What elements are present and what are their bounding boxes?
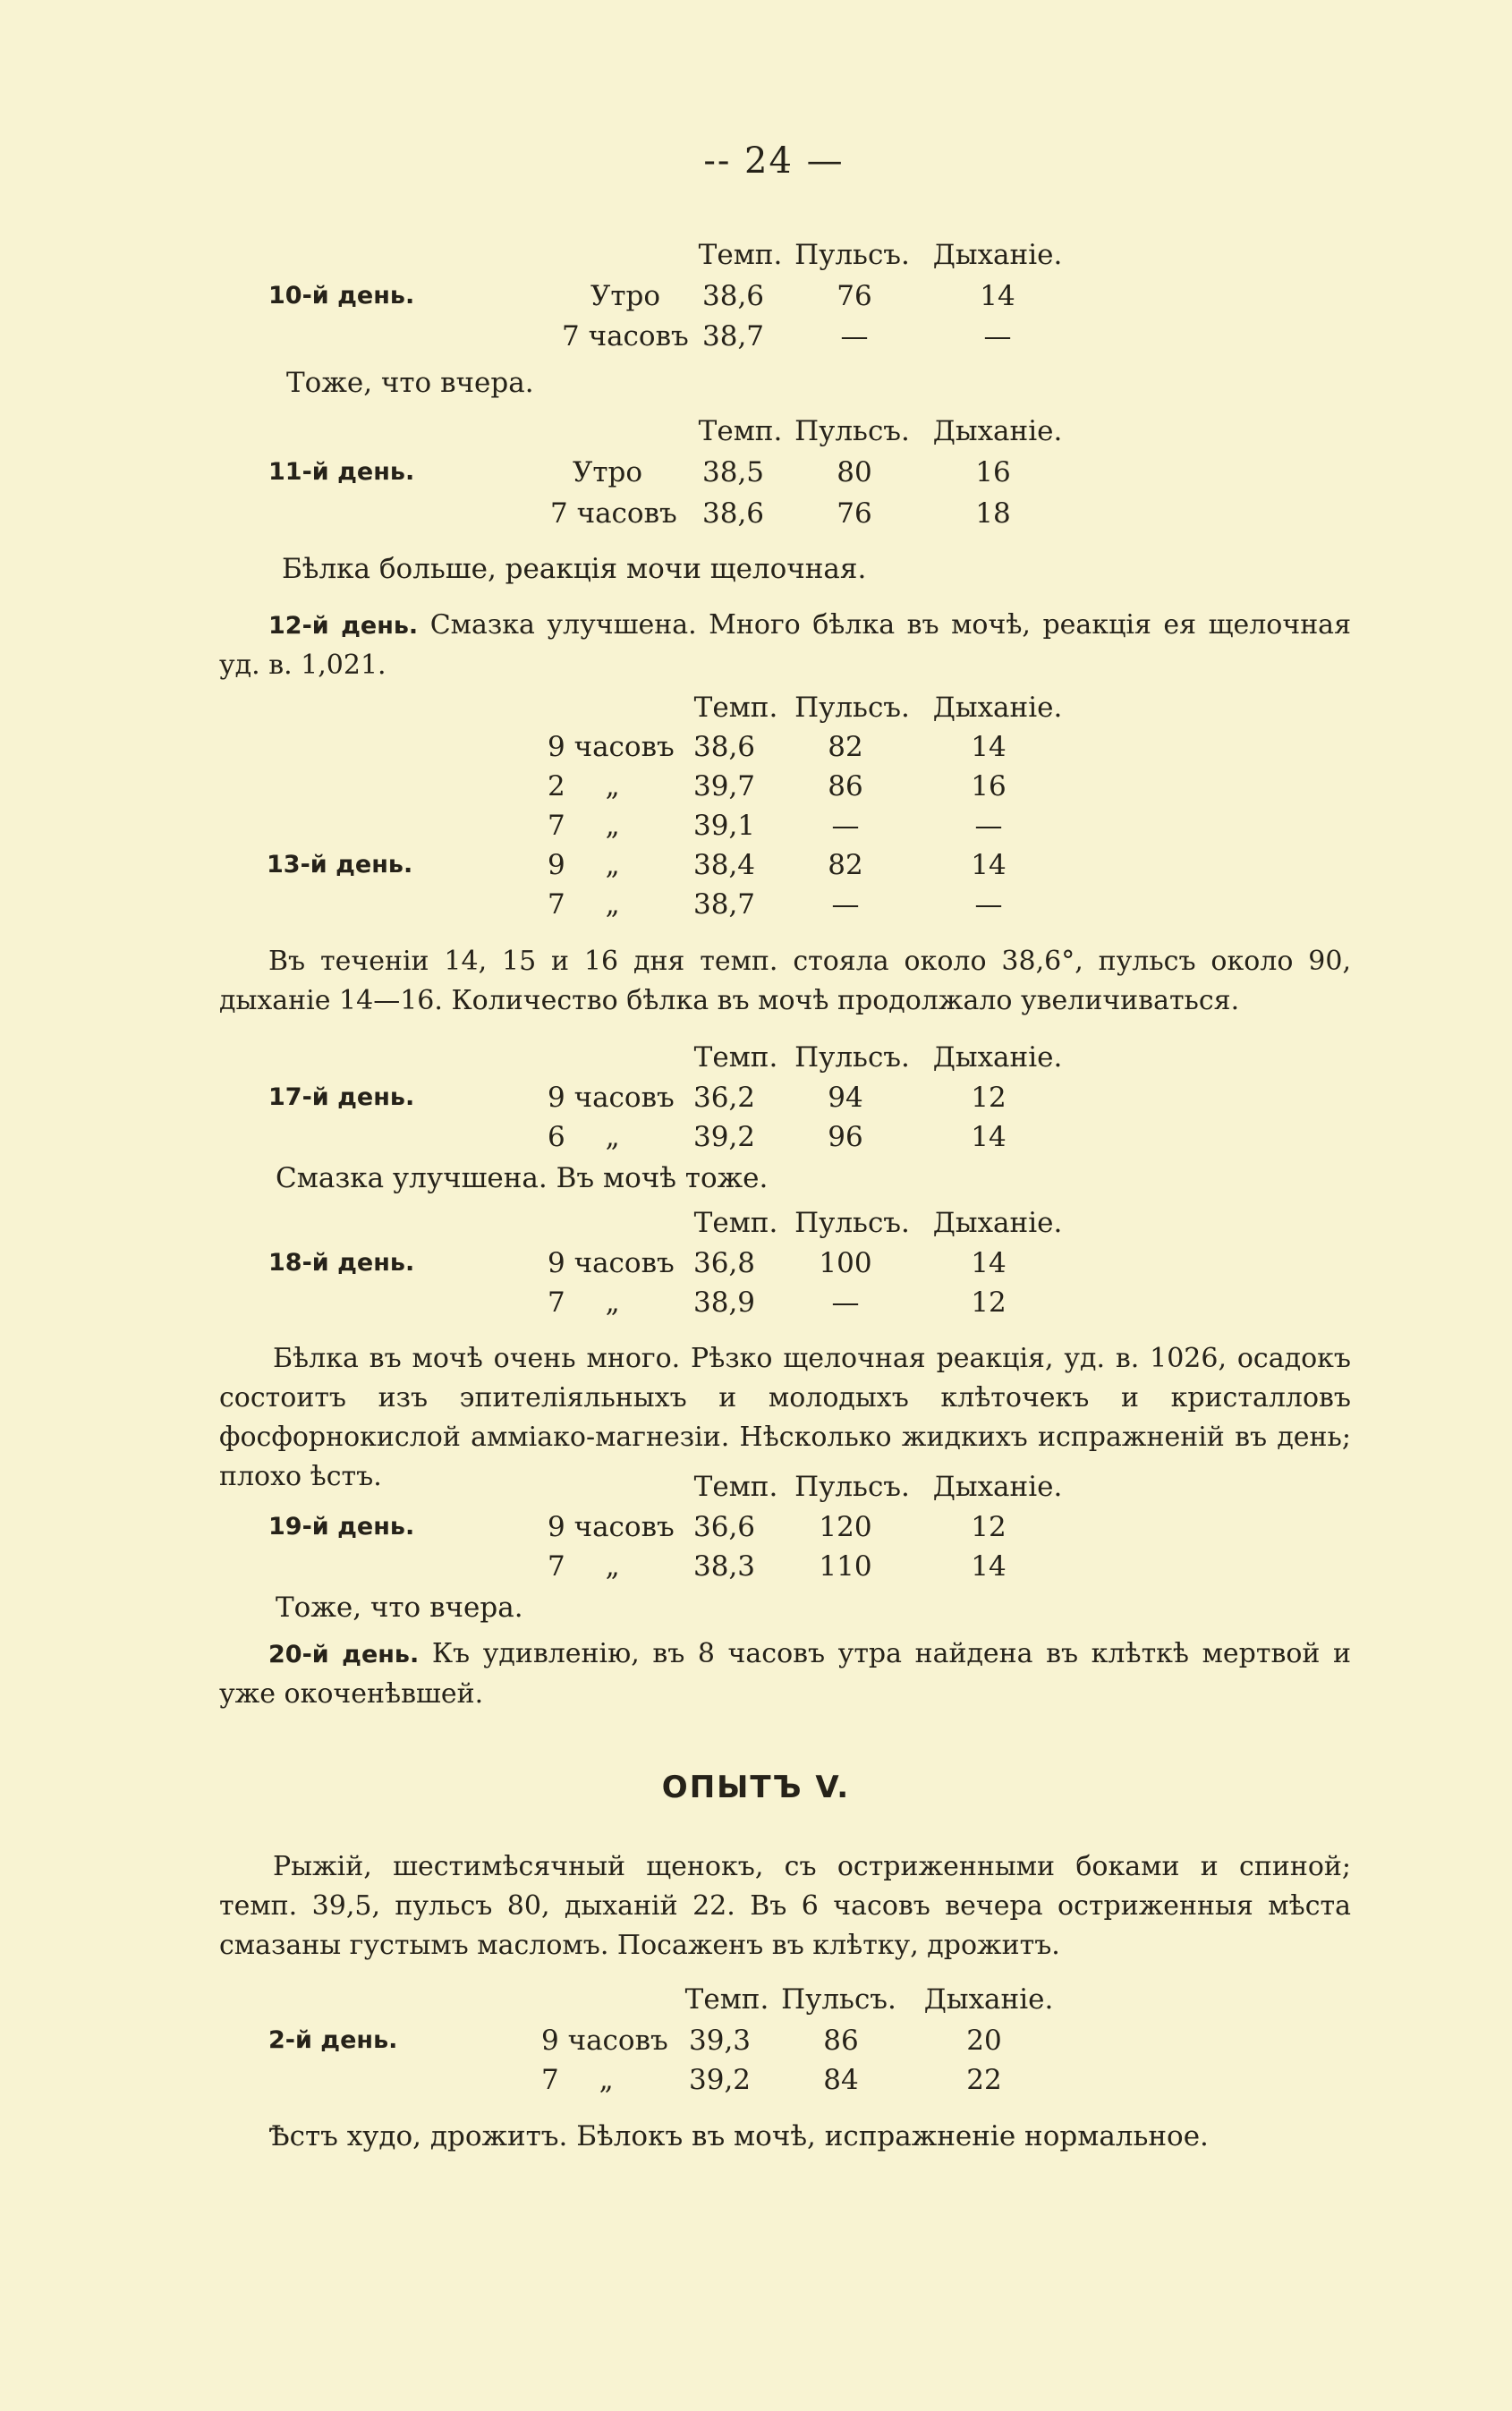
row-time: 9 часовъ [548,1082,675,1114]
row-breath: 22 [966,2064,1002,2096]
header-pulse: Пульсъ. [794,1471,910,1503]
row-breath: — [974,888,1003,921]
row-pulse: 82 [828,849,863,881]
paragraph-text: Смазка улучшена. Много бѣлка въ мочѣ, реакція ея щелочная уд. в. 1,021. [219,609,1351,681]
paragraph [219,1634,1351,1714]
row-time: 9 часовъ [548,731,675,763]
page-number: -- 24 — [703,140,845,182]
row-pulse: 76 [837,280,872,312]
row-breath: 14 [971,731,1007,763]
row-pulse: 96 [828,1121,863,1153]
row-breath: — [974,810,1003,842]
header-breath: Дыханіе. [932,1207,1063,1239]
row-time: Утро [573,456,643,488]
header-breath: Дыханіе. [923,1983,1054,2016]
paragraph: Въ теченіи 14, 15 и 16 дня темп. стояла около 38,6°, пульсъ около 90, дыханіе 14—16. Количество бѣлка въ мочѣ продолжало увеличиваться. [219,946,1351,1016]
row-temp: 39,1 [693,810,756,842]
row-temp: 39,7 [693,770,756,802]
row-breath: — [983,320,1012,352]
row-temp: 38,3 [693,1550,756,1583]
row-temp: 38,6 [693,731,756,763]
row-pulse: 82 [828,731,863,763]
row-pulse: 120 [819,1511,872,1543]
row-breath: 18 [975,497,1011,530]
paragraph: Бѣлка въ мочѣ очень много. Рѣзко щелочная реакція, уд. в. 1026, осадокъ состоитъ изъ эпителіяльныхъ и молодыхъ клѣточекъ и кристалловъ фосфорнокислой амміако-магнезіи. Нѣсколько жидкихъ испражненій въ день; плохо ѣстъ. [219,1343,1351,1492]
note: Тоже, что вчера. [286,367,534,399]
row-time: 9 часовъ [548,1511,675,1543]
header-pulse: Пульсъ. [794,415,910,447]
day-label: 13-й день. [267,851,413,879]
section-title: ОПЫТЪ V. [661,1770,851,1805]
header-pulse: Пульсъ. [794,692,910,724]
row-breath: 14 [971,1550,1007,1583]
row-temp: 36,8 [693,1247,756,1279]
row-pulse: 110 [819,1550,872,1583]
row-temp: 38,7 [693,888,756,921]
row-breath: 16 [971,770,1007,802]
row-pulse: 84 [823,2064,859,2096]
row-pulse: 86 [828,770,863,802]
row-time: 7 часовъ [562,320,689,352]
header-breath: Дыханіе. [932,1041,1063,1074]
row-temp: 38,4 [693,849,756,881]
note: Тоже, что вчера. [276,1592,523,1624]
header-breath: Дыханіе. [932,692,1063,724]
row-time: 2 „ [548,770,620,802]
row-breath: 14 [980,280,1015,312]
header-temp: Темп. [693,692,778,724]
header-breath: Дыханіе. [932,415,1063,447]
row-time: 7 „ [548,1550,620,1583]
header-pulse: Пульсъ. [781,1983,896,2016]
header-temp: Темп. [698,239,783,271]
note: Ѣстъ худо, дрожитъ. Бѣлокъ въ мочѣ, испражненіе нормальное. [268,2120,1209,2152]
row-breath: 12 [971,1286,1007,1319]
row-pulse: — [840,320,869,352]
day-label: 10-й день. [268,282,415,310]
row-breath: 20 [966,2025,1002,2057]
header-breath: Дыханіе. [932,1471,1063,1503]
header-temp: Темп. [684,1983,769,2016]
row-time: 7 часовъ [550,497,677,530]
row-pulse: 86 [823,2025,859,2057]
header-temp: Темп. [693,1207,778,1239]
day-label: 11-й день. [268,458,415,486]
row-temp: 39,2 [689,2064,752,2096]
row-temp: 38,7 [702,320,765,352]
row-temp: 38,9 [693,1286,756,1319]
paragraph-text: Къ удивленію, въ 8 часовъ утра найдена въ клѣткѣ мертвой и уже окоченѣвшей. [219,1638,1351,1710]
paragraph: Рыжій, шестимѣсячный щенокъ, съ остриженными боками и спиной; темп. 39,5, пульсъ 80, дыханій 22. Въ 6 часовъ вечера остриженныя мѣста смазаны густымъ масломъ. Посаженъ въ клѣтку, дрожитъ. [219,1851,1351,1961]
row-time: 9 часовъ [548,1247,675,1279]
day-label: 17-й день. [268,1083,415,1111]
row-time: 6 „ [548,1121,620,1153]
day-label: 12-й день. [268,612,419,640]
row-time: 7 „ [548,1286,620,1319]
row-pulse: 76 [837,497,872,530]
note: Смазка улучшена. Въ мочѣ тоже. [276,1162,769,1194]
row-temp: 39,2 [693,1121,756,1153]
row-breath: 14 [971,849,1007,881]
day-label: 18-й день. [268,1249,415,1277]
header-temp: Темп. [693,1471,778,1503]
header-pulse: Пульсъ. [794,239,910,271]
day-label: 2-й день. [268,2026,398,2054]
row-pulse: 100 [819,1247,872,1279]
row-temp: 38,6 [702,280,765,312]
row-time: 7 „ [548,810,620,842]
row-temp: 36,2 [693,1082,756,1114]
row-pulse: — [831,810,860,842]
header-temp: Темп. [698,415,783,447]
row-temp: 38,6 [702,497,765,530]
row-time: Утро [590,280,661,312]
row-time: 7 „ [541,2064,614,2096]
header-breath: Дыханіе. [932,239,1063,271]
header-pulse: Пульсъ. [794,1041,910,1074]
row-breath: 14 [971,1247,1007,1279]
row-pulse: — [831,888,860,921]
header-pulse: Пульсъ. [794,1207,910,1239]
row-pulse: 94 [828,1082,863,1114]
row-time: 9 часовъ [541,2025,668,2057]
row-pulse: — [831,1286,860,1319]
row-temp: 39,3 [689,2025,752,2057]
row-breath: 12 [971,1082,1007,1114]
day-label: 20-й день. [268,1641,420,1668]
row-breath: 16 [975,456,1011,488]
paragraph [219,606,1351,685]
row-pulse: 80 [837,456,872,488]
note: Бѣлка больше, реакція мочи щелочная. [282,553,867,585]
day-label: 19-й день. [268,1513,415,1541]
row-breath: 12 [971,1511,1007,1543]
row-breath: 14 [971,1121,1007,1153]
row-temp: 38,5 [702,456,765,488]
row-temp: 36,6 [693,1511,756,1543]
row-time: 7 „ [548,888,620,921]
header-temp: Темп. [693,1041,778,1074]
row-time: 9 „ [548,849,620,881]
